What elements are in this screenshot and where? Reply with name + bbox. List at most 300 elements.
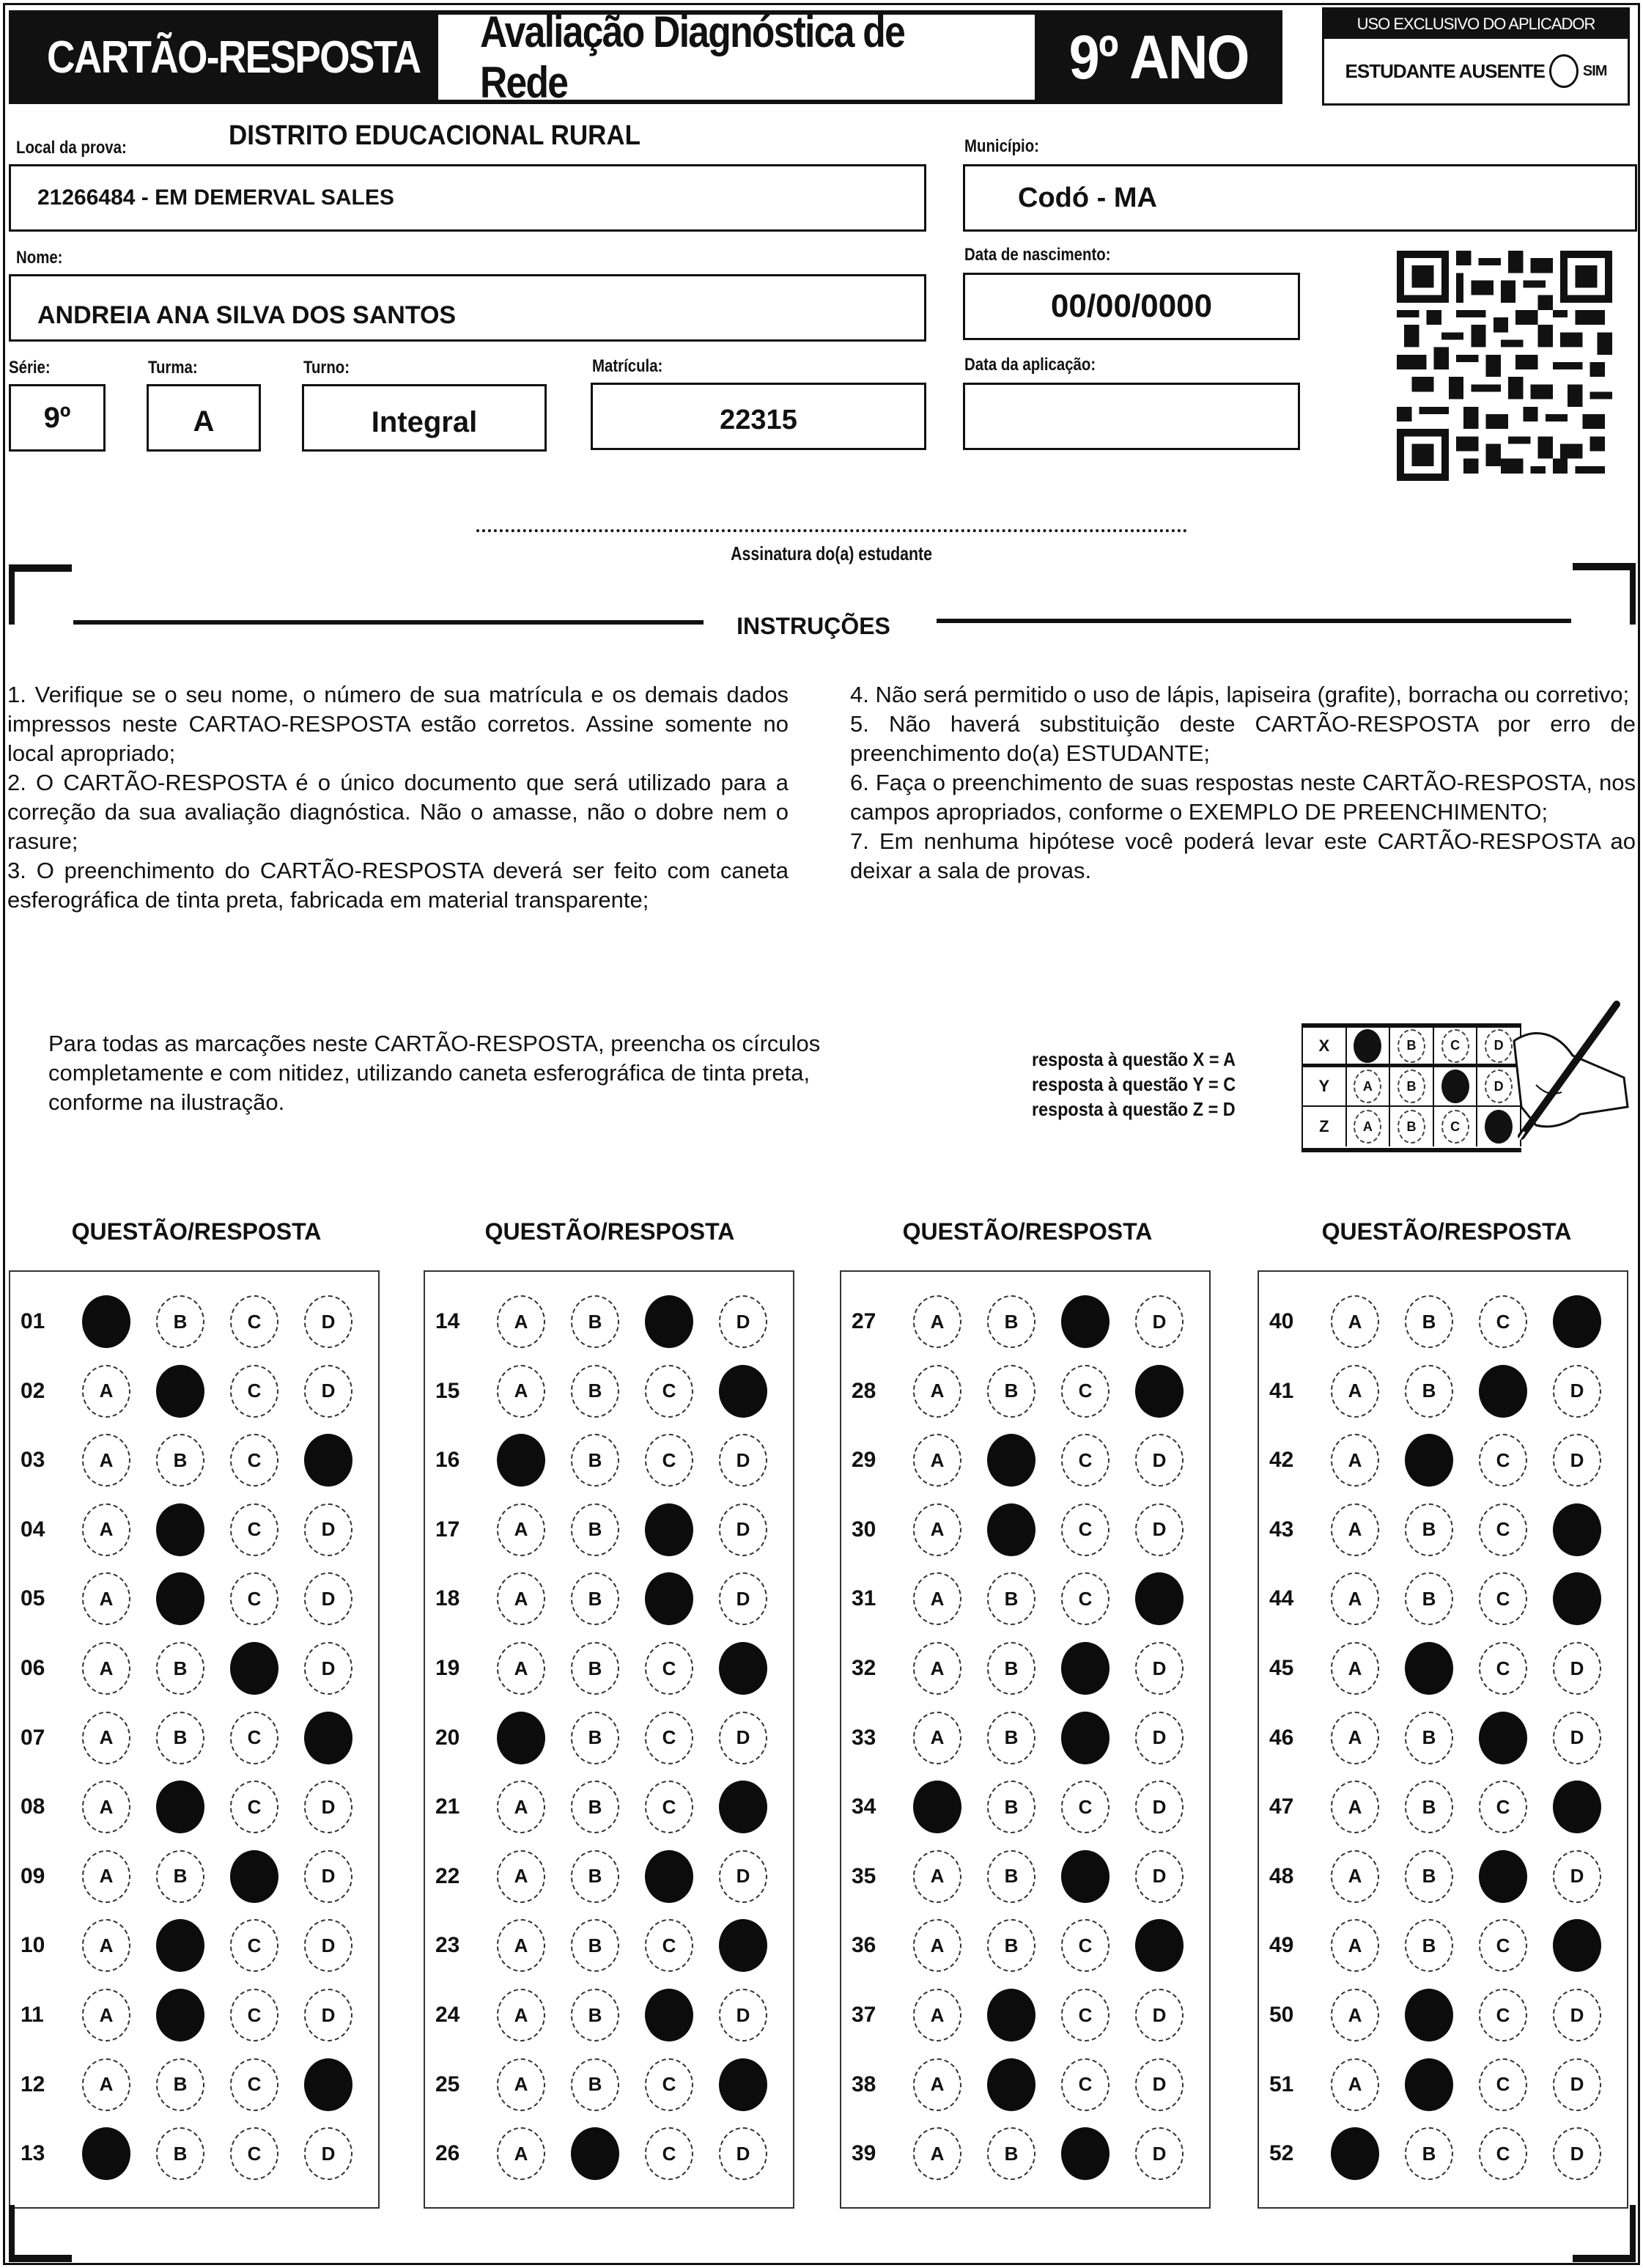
answer-bubble[interactable]: D — [1553, 2058, 1601, 2111]
answer-bubble[interactable]: B — [1405, 1712, 1453, 1764]
answer-bubble[interactable]: A — [913, 1642, 961, 1695]
answer-bubble[interactable]: C — [645, 1434, 693, 1487]
answer-bubble-filled[interactable] — [913, 1781, 961, 1833]
question-number: 43 — [1269, 1517, 1294, 1542]
answer-bubble[interactable]: D — [1135, 1434, 1184, 1487]
answer-bubble-filled[interactable] — [1479, 1850, 1527, 1903]
answer-bubble[interactable]: D — [719, 1989, 767, 2041]
answer-bubble[interactable]: A — [1331, 1434, 1379, 1487]
answer-bubble[interactable]: B — [987, 1642, 1035, 1695]
answer-bubble[interactable]: D — [1553, 1850, 1601, 1903]
answer-bubble-filled[interactable] — [1405, 1989, 1453, 2041]
matricula-field — [591, 383, 926, 450]
answer-bubble-filled[interactable] — [987, 2058, 1035, 2111]
answer-bubble[interactable]: A — [82, 1989, 130, 2041]
answer-bubble[interactable]: B — [571, 1850, 619, 1903]
instruction-4: 4. Não será permitido o uso de lápis, lapiseira (grafite), borracha ou corretivo; — [850, 682, 1630, 707]
instructions-rule-right — [937, 619, 1571, 623]
answer-bubble[interactable]: C — [1061, 1503, 1110, 1556]
answer-bubble-filled[interactable] — [1061, 1712, 1110, 1764]
nascimento-field — [963, 273, 1300, 340]
answer-bubble[interactable]: C — [230, 1434, 278, 1487]
answer-bubble[interactable]: C — [230, 1365, 278, 1418]
answer-bubble[interactable]: D — [304, 1781, 352, 1833]
serie-value: 9º — [43, 401, 71, 434]
answer-bubble[interactable]: D — [1135, 1712, 1184, 1764]
answer-bubble[interactable]: B — [1405, 1919, 1453, 1972]
instructions-rule-left — [73, 620, 704, 625]
answer-bubble[interactable]: D — [1135, 2058, 1184, 2111]
example-bubble: C — [1441, 1110, 1469, 1144]
answer-bubble[interactable]: A — [913, 1434, 961, 1487]
answer-bubble[interactable]: A — [497, 1919, 545, 1972]
answer-bubble[interactable]: B — [987, 1919, 1035, 1972]
answer-bubble-filled[interactable] — [1135, 1572, 1184, 1625]
answer-bubble[interactable]: D — [719, 1434, 767, 1487]
answer-bubble[interactable]: D — [719, 1850, 767, 1903]
instructions-left — [7, 680, 789, 915]
answer-bubble[interactable]: C — [645, 1712, 693, 1764]
answer-bubble[interactable]: C — [1479, 1989, 1527, 2041]
answer-bubble-filled[interactable] — [230, 1850, 278, 1903]
answer-bubble[interactable]: D — [304, 1572, 352, 1625]
answer-bubble[interactable]: A — [1331, 1572, 1379, 1625]
answer-bubble-filled[interactable] — [82, 1295, 130, 1348]
answer-row — [841, 1778, 1209, 1836]
question-number: 17 — [435, 1517, 460, 1542]
answer-bubble[interactable]: A — [1331, 1712, 1379, 1764]
answer-bubble[interactable]: A — [913, 1919, 961, 1972]
answer-bubble[interactable]: B — [571, 1642, 619, 1695]
question-number: 01 — [21, 1309, 45, 1333]
question-number: 52 — [1269, 2141, 1294, 2166]
answer-bubble-filled[interactable] — [1135, 1919, 1184, 1972]
answer-bubble-filled[interactable] — [156, 1365, 204, 1418]
answer-bubble[interactable]: C — [230, 1503, 278, 1556]
answer-row — [425, 1362, 793, 1421]
answer-bubble[interactable]: A — [82, 1642, 130, 1695]
answer-row — [425, 2124, 793, 2183]
signature-label: Assinatura do(a) estudante — [731, 542, 933, 564]
answer-bubble[interactable]: A — [497, 1850, 545, 1903]
question-number: 22 — [435, 1863, 460, 1888]
answer-bubble-filled[interactable] — [1135, 1365, 1184, 1418]
question-number: 32 — [852, 1656, 876, 1680]
answer-bubble-filled[interactable] — [645, 1503, 693, 1556]
answer-bubble[interactable]: A — [913, 1503, 961, 1556]
answer-bubble[interactable]: C — [1479, 1781, 1527, 1833]
answer-bubble-filled[interactable] — [645, 1850, 693, 1903]
answer-bubble[interactable]: B — [1405, 1503, 1453, 1556]
instruction-2: 2. O CARTÃO-RESPOSTA é o único documento que será utilizado para a correção da sua avaliação diagnóstica. Não o amasse, não o dobre nem o rasure; — [7, 770, 789, 854]
example-legend-x: resposta à questão X = A — [1032, 1048, 1236, 1070]
answer-bubble[interactable]: B — [987, 1712, 1035, 1764]
answer-bubble[interactable]: B — [987, 1295, 1035, 1348]
answer-bubble[interactable]: A — [913, 1365, 961, 1418]
answer-bubble[interactable]: D — [1553, 2127, 1601, 2180]
answer-bubble[interactable]: C — [1061, 1365, 1110, 1418]
example-row-y — [1303, 1067, 1521, 1107]
answer-bubble-filled[interactable] — [1405, 1434, 1453, 1487]
answer-row — [10, 1639, 378, 1698]
answer-bubble[interactable]: C — [1479, 2058, 1527, 2111]
answer-bubble[interactable]: A — [497, 1642, 545, 1695]
card-title-text: CARTÃO-RESPOSTA — [47, 32, 421, 83]
answer-bubble[interactable]: B — [156, 2058, 204, 2111]
answer-bubble[interactable]: A — [1331, 1989, 1379, 2041]
example-row-x — [1303, 1028, 1521, 1067]
answer-bubble[interactable]: D — [1135, 2127, 1184, 2180]
answer-bubble-filled[interactable] — [304, 1712, 352, 1764]
answer-row — [425, 2055, 793, 2114]
example-bubble: B — [1398, 1069, 1425, 1103]
answer-bubble[interactable]: A — [1331, 1781, 1379, 1833]
question-number: 26 — [435, 2141, 460, 2166]
answer-bubble-filled[interactable] — [156, 1919, 204, 1972]
qr-code-icon — [1397, 249, 1612, 482]
answer-bubble[interactable]: D — [719, 1295, 767, 1348]
answer-bubble[interactable]: C — [1061, 1989, 1110, 2041]
answer-bubble[interactable]: C — [230, 1989, 278, 2041]
answer-bubble[interactable]: C — [230, 1781, 278, 1833]
answer-row — [425, 1431, 793, 1490]
answer-bubble[interactable]: B — [571, 1503, 619, 1556]
answer-bubble[interactable]: A — [497, 1503, 545, 1556]
nascimento-label: Data de nascimento: — [964, 245, 1111, 265]
answer-bubble[interactable]: A — [913, 1572, 961, 1625]
answer-bubble[interactable]: B — [987, 1572, 1035, 1625]
nascimento-value: 00/00/0000 — [1050, 288, 1213, 324]
answer-bubble[interactable]: D — [304, 1642, 352, 1695]
answer-bubble-filled[interactable] — [156, 1781, 204, 1833]
answer-bubble-filled[interactable] — [304, 2058, 352, 2111]
answer-bubble-filled[interactable] — [1061, 1850, 1110, 1903]
answer-bubble-filled[interactable] — [1553, 1781, 1601, 1833]
answer-bubble[interactable]: C — [230, 2127, 278, 2180]
answer-bubble[interactable]: B — [571, 1365, 619, 1418]
answer-row — [841, 1569, 1209, 1628]
answer-bubble[interactable]: A — [497, 1572, 545, 1625]
answer-bubble[interactable]: A — [913, 1295, 961, 1348]
answer-bubble[interactable]: B — [156, 1295, 204, 1348]
answer-bubble[interactable]: C — [1479, 1919, 1527, 1972]
question-number: 09 — [21, 1863, 45, 1888]
answer-bubble[interactable]: C — [1479, 1503, 1527, 1556]
answer-bubble[interactable]: D — [1553, 1989, 1601, 2041]
answer-row — [10, 2124, 378, 2183]
example-bubble: B — [1398, 1110, 1425, 1144]
answer-row — [1259, 2124, 1627, 2183]
answer-bubble-filled[interactable] — [719, 1365, 767, 1418]
answer-bubble[interactable]: C — [645, 1365, 693, 1418]
answer-bubble-filled[interactable] — [1061, 1295, 1110, 1348]
answer-bubble[interactable]: B — [987, 2127, 1035, 2180]
local-field — [9, 164, 926, 232]
answer-bubble[interactable]: A — [1331, 1919, 1379, 1972]
answer-bubble[interactable]: C — [1061, 2058, 1110, 2111]
answer-bubble[interactable]: A — [82, 1572, 130, 1625]
answer-row — [841, 1847, 1209, 1906]
answer-bubble-filled[interactable] — [304, 1434, 352, 1487]
answer-bubble[interactable]: B — [1405, 1572, 1453, 1625]
turma-value: A — [193, 405, 215, 438]
answer-bubble[interactable]: B — [1405, 1850, 1453, 1903]
answer-row — [1259, 1847, 1627, 1906]
answers-column-title-3: QUESTÃO/RESPOSTA — [902, 1218, 1153, 1245]
answer-bubble-filled[interactable] — [645, 1572, 693, 1625]
answer-bubble[interactable]: B — [156, 1642, 204, 1695]
answer-bubble[interactable]: D — [1135, 1642, 1184, 1695]
answer-bubble[interactable]: A — [82, 1434, 130, 1487]
question-number: 35 — [852, 1863, 876, 1888]
answer-row — [425, 1986, 793, 2044]
answer-bubble[interactable]: C — [1479, 1295, 1527, 1348]
example-bubble-filled — [1354, 1029, 1381, 1063]
answer-bubble-filled[interactable] — [719, 1781, 767, 1833]
answer-bubble-filled[interactable] — [1553, 1295, 1601, 1348]
answer-bubble[interactable]: D — [1135, 1781, 1184, 1833]
question-number: 45 — [1269, 1656, 1294, 1680]
answer-row — [841, 2055, 1209, 2114]
answer-bubble[interactable]: B — [571, 1919, 619, 1972]
answer-bubble[interactable]: B — [571, 1434, 619, 1487]
answer-bubble[interactable]: A — [913, 1712, 961, 1764]
turno-field — [302, 384, 547, 452]
answer-bubble[interactable]: D — [304, 1295, 352, 1348]
answer-bubble-filled[interactable] — [1331, 2127, 1379, 2180]
answer-bubble-filled[interactable] — [987, 1434, 1035, 1487]
answer-bubble[interactable]: D — [304, 1989, 352, 2041]
answer-bubble[interactable]: B — [156, 1434, 204, 1487]
answer-bubble[interactable]: D — [719, 1503, 767, 1556]
absent-label: ESTUDANTE AUSENTE — [1345, 59, 1545, 82]
answer-row — [10, 1501, 378, 1559]
answer-bubble[interactable]: A — [497, 2127, 545, 2180]
answer-bubble[interactable]: D — [1553, 1365, 1601, 1418]
answer-bubble[interactable]: A — [497, 2058, 545, 2111]
aplicacao-field[interactable] — [963, 383, 1300, 450]
answer-bubble[interactable]: C — [645, 1781, 693, 1833]
answer-bubble-filled[interactable] — [156, 1989, 204, 2041]
answer-bubble[interactable]: A — [82, 1919, 130, 1972]
municipio-field — [963, 164, 1637, 232]
answer-bubble[interactable]: D — [304, 2127, 352, 2180]
answer-bubble[interactable]: A — [1331, 1365, 1379, 1418]
answer-bubble[interactable]: A — [1331, 1642, 1379, 1695]
answer-bubble[interactable]: A — [913, 2058, 961, 2111]
answer-bubble[interactable]: C — [1479, 2127, 1527, 2180]
answer-bubble-filled[interactable] — [230, 1642, 278, 1695]
question-number: 10 — [21, 1933, 45, 1958]
answers-column-1 — [9, 1270, 380, 2209]
question-number: 39 — [852, 2141, 876, 2166]
turma-field — [147, 384, 261, 452]
answer-bubble[interactable]: D — [304, 1919, 352, 1972]
evaluation-title-text: Avaliação Diagnóstica de Rede — [479, 7, 905, 107]
answer-bubble[interactable]: B — [156, 1712, 204, 1764]
answer-bubble-filled[interactable] — [1553, 1503, 1601, 1556]
answer-bubble[interactable]: B — [987, 1781, 1035, 1833]
answer-bubble[interactable]: C — [230, 1572, 278, 1625]
answer-bubble[interactable]: D — [1553, 1434, 1601, 1487]
answer-row — [1259, 1362, 1627, 1421]
answer-bubble[interactable]: A — [82, 2058, 130, 2111]
answer-bubble[interactable]: D — [1135, 1295, 1184, 1348]
municipio-label: Município: — [964, 136, 1039, 156]
answer-bubble-filled[interactable] — [571, 2127, 619, 2180]
question-number: 46 — [1269, 1725, 1294, 1750]
question-number: 33 — [852, 1725, 876, 1750]
question-number: 03 — [21, 1448, 45, 1473]
answer-bubble[interactable]: B — [571, 2058, 619, 2111]
answer-bubble[interactable]: C — [1479, 1572, 1527, 1625]
answer-bubble-filled[interactable] — [1061, 1642, 1110, 1695]
answer-bubble[interactable]: C — [645, 1919, 693, 1972]
signature-line[interactable] — [476, 529, 1187, 532]
answer-bubble[interactable]: C — [1479, 1434, 1527, 1487]
answer-bubble[interactable]: A — [913, 1989, 961, 2041]
answer-bubble[interactable]: C — [1061, 1919, 1110, 1972]
answer-row — [10, 1709, 378, 1767]
answer-bubble[interactable]: D — [1553, 1642, 1601, 1695]
answer-row — [425, 1569, 793, 1628]
question-number: 20 — [435, 1725, 460, 1750]
applicator-title: USO EXCLUSIVO DO APLICADOR — [1324, 10, 1628, 39]
answer-bubble-filled[interactable] — [156, 1503, 204, 1556]
answer-bubble[interactable]: C — [645, 1642, 693, 1695]
answer-bubble[interactable]: B — [571, 1572, 619, 1625]
answer-bubble[interactable]: D — [1135, 1503, 1184, 1556]
answers-column-title-4: QUESTÃO/RESPOSTA — [1321, 1218, 1572, 1245]
answer-bubble[interactable]: A — [497, 1989, 545, 2041]
answer-row — [1259, 1501, 1627, 1559]
answer-bubble[interactable]: C — [1061, 1781, 1110, 1833]
answer-bubble[interactable]: B — [1405, 2127, 1453, 2180]
corner-mark-top-right-v — [1630, 563, 1636, 625]
answer-row — [425, 1709, 793, 1767]
answer-row — [425, 1639, 793, 1698]
answer-bubble[interactable]: A — [1331, 2058, 1379, 2111]
answer-bubble[interactable]: C — [645, 2058, 693, 2111]
answer-bubble[interactable]: B — [571, 1712, 619, 1764]
answer-row — [425, 1292, 793, 1351]
answer-bubble-filled[interactable] — [1405, 1642, 1453, 1695]
answer-bubble[interactable]: D — [719, 2127, 767, 2180]
answer-bubble[interactable]: D — [1135, 1989, 1184, 2041]
answer-bubble[interactable]: C — [230, 1919, 278, 1972]
answer-bubble[interactable]: A — [82, 1712, 130, 1764]
answer-bubble[interactable]: B — [987, 1365, 1035, 1418]
answer-bubble-filled[interactable] — [497, 1434, 545, 1487]
answer-bubble-filled[interactable] — [497, 1712, 545, 1764]
answer-bubble[interactable]: D — [304, 1850, 352, 1903]
answer-bubble[interactable]: D — [1135, 1850, 1184, 1903]
fill-instructions: Para todas as marcações neste CARTÃO-RESPOSTA, preencha os círculos completamente e com nitidez, utilizando caneta esferográfica de tinta preta, conforme na ilustração. — [48, 1031, 821, 1115]
answer-bubble[interactable]: A — [497, 1365, 545, 1418]
answer-bubble-filled[interactable] — [156, 1572, 204, 1625]
answer-bubble-filled[interactable] — [1479, 1365, 1527, 1418]
answer-bubble-filled[interactable] — [1553, 1572, 1601, 1625]
question-number: 23 — [435, 1933, 460, 1958]
answer-bubble[interactable]: B — [571, 1989, 619, 2041]
answer-bubble[interactable]: C — [1061, 1434, 1110, 1487]
answer-bubble[interactable]: C — [645, 2127, 693, 2180]
answer-bubble[interactable]: B — [1405, 1295, 1453, 1348]
answer-bubble[interactable]: C — [1479, 1642, 1527, 1695]
answer-bubble[interactable]: C — [1061, 1572, 1110, 1625]
answer-row — [841, 2124, 1209, 2183]
answer-bubble[interactable]: A — [1331, 1850, 1379, 1903]
example-row-label: Y — [1303, 1067, 1347, 1105]
answer-bubble-filled[interactable] — [987, 1989, 1035, 2041]
answer-bubble[interactable]: B — [571, 1295, 619, 1348]
answer-bubble[interactable]: B — [1405, 1365, 1453, 1418]
answer-bubble-filled[interactable] — [719, 1919, 767, 1972]
answer-bubble[interactable]: A — [913, 2127, 961, 2180]
answer-bubble[interactable]: C — [230, 2058, 278, 2111]
answer-bubble-filled[interactable] — [645, 1295, 693, 1348]
answer-bubble[interactable]: A — [1331, 1503, 1379, 1556]
example-legend-y: resposta à questão Y = C — [1032, 1073, 1236, 1095]
answer-bubble-filled[interactable] — [1479, 1712, 1527, 1764]
answer-row — [10, 1292, 378, 1351]
question-number: 18 — [435, 1586, 460, 1611]
answers-column-title-1: QUESTÃO/RESPOSTA — [71, 1218, 322, 1245]
answer-bubble[interactable]: A — [497, 1781, 545, 1833]
answer-bubble[interactable]: A — [913, 1850, 961, 1903]
answer-bubble[interactable]: A — [1331, 1295, 1379, 1348]
question-number: 34 — [852, 1794, 876, 1819]
answer-bubble[interactable]: A — [82, 1781, 130, 1833]
question-number: 06 — [21, 1656, 45, 1680]
example-row-z — [1303, 1107, 1521, 1146]
answer-bubble-filled[interactable] — [719, 2058, 767, 2111]
absent-checkbox[interactable] — [1549, 54, 1579, 88]
answer-bubble[interactable]: B — [156, 1850, 204, 1903]
local-value: 21266484 - EM DEMERVAL SALES — [37, 185, 394, 210]
answer-bubble[interactable]: D — [304, 1365, 352, 1418]
answer-bubble[interactable]: C — [230, 1295, 278, 1348]
answer-bubble[interactable]: A — [82, 1365, 130, 1418]
answer-bubble[interactable]: D — [719, 1712, 767, 1764]
example-bubble: B — [1398, 1029, 1425, 1063]
answer-bubble[interactable]: B — [571, 1781, 619, 1833]
applicator-box — [1322, 7, 1630, 106]
nome-field — [9, 274, 926, 342]
answer-bubble[interactable]: A — [82, 1850, 130, 1903]
example-bubble: D — [1485, 1029, 1513, 1063]
answer-bubble[interactable]: D — [719, 1572, 767, 1625]
answer-bubble-filled[interactable] — [645, 1989, 693, 2041]
answer-bubble-filled[interactable] — [1061, 2127, 1110, 2180]
instruction-1: 1. Verifique se o seu nome, o número de sua matrícula e os demais dados impressos neste CARTAO-RESPOSTA estão corretos. Assine somente no local apropriado; — [7, 682, 789, 766]
answer-bubble[interactable]: D — [1553, 1712, 1601, 1764]
answer-bubble-filled[interactable] — [1405, 2058, 1453, 2111]
answer-bubble-filled[interactable] — [82, 2127, 130, 2180]
answer-bubble-filled[interactable] — [719, 1642, 767, 1695]
answer-bubble[interactable]: B — [156, 2127, 204, 2180]
answer-bubble[interactable]: C — [230, 1712, 278, 1764]
answer-bubble-filled[interactable] — [987, 1503, 1035, 1556]
answer-bubble[interactable]: B — [1405, 1781, 1453, 1833]
question-number: 40 — [1269, 1309, 1294, 1333]
answer-bubble[interactable]: A — [497, 1295, 545, 1348]
question-number: 14 — [435, 1309, 460, 1333]
answer-bubble[interactable]: D — [304, 1503, 352, 1556]
answer-bubble[interactable]: B — [987, 1850, 1035, 1903]
answer-bubble[interactable]: A — [82, 1503, 130, 1556]
answer-bubble-filled[interactable] — [1553, 1919, 1601, 1972]
